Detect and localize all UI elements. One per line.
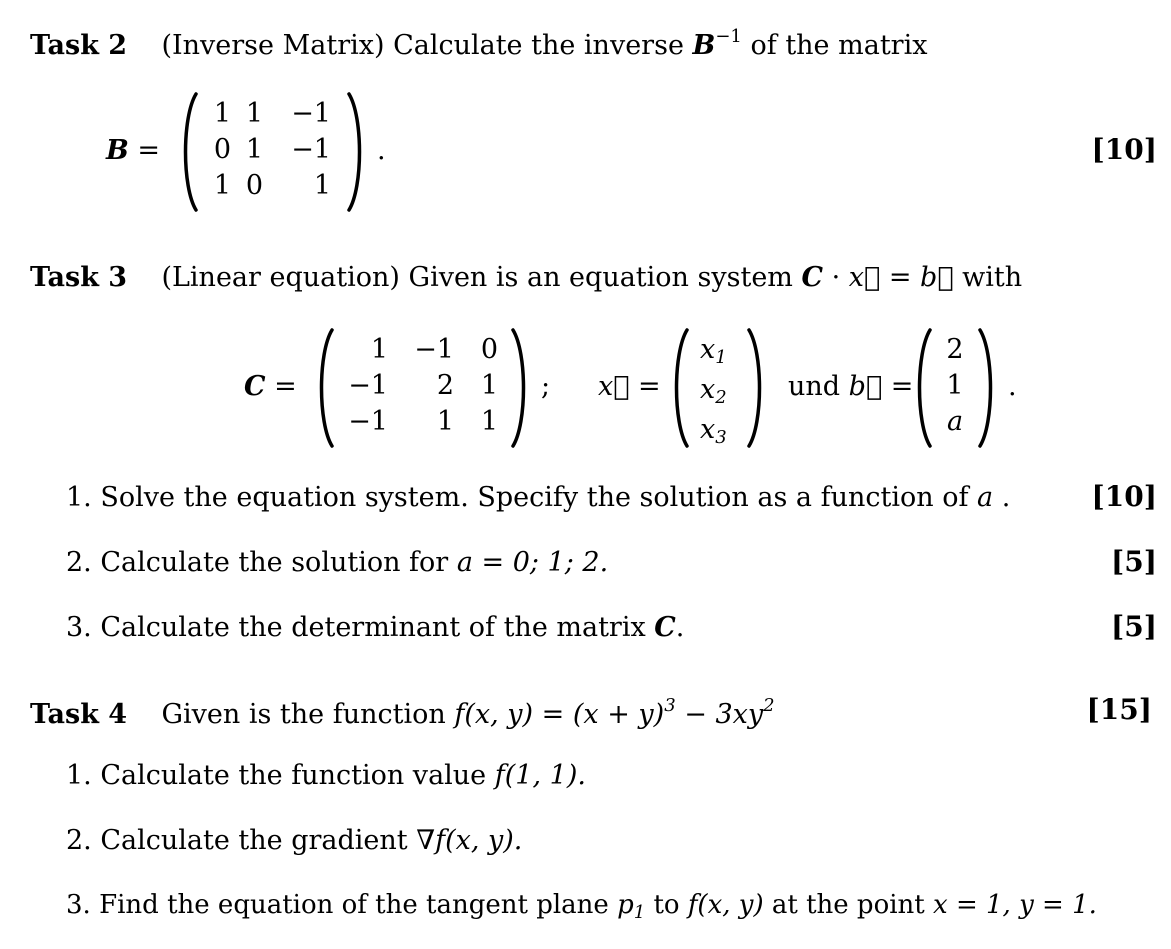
task2-period: . xyxy=(377,135,386,166)
matrix-cell: 0 xyxy=(245,170,263,201)
matrix-cell: 1 xyxy=(213,170,231,201)
x-vector-symbol: x⃗ xyxy=(598,371,630,402)
task2-intro: (Inverse Matrix) Calculate the inverse xyxy=(161,30,684,61)
vector-entry xyxy=(700,376,740,407)
item-number: 2. xyxy=(66,825,92,856)
var: x xyxy=(700,414,716,445)
vector-entry xyxy=(700,416,740,447)
subscript: 2 xyxy=(715,387,727,408)
exponent: 3 xyxy=(664,695,676,716)
item-tail: . xyxy=(993,482,1011,513)
task3-intro: (Linear equation) Given is an equation system xyxy=(161,262,793,293)
matrix-cell: 0 xyxy=(480,334,498,365)
right-paren xyxy=(345,92,367,212)
left-paren xyxy=(314,328,336,448)
matrix-b-symbol: B xyxy=(106,135,129,166)
matrix-cell: 1 xyxy=(313,170,331,201)
equals-sign: = xyxy=(274,371,297,402)
item-tail: . xyxy=(675,612,685,643)
matrix-c xyxy=(342,336,498,435)
matrix-cell: 1 xyxy=(245,134,263,165)
b-vector-lhs xyxy=(788,373,913,400)
und-word: und xyxy=(788,371,841,402)
left-paren xyxy=(669,328,691,448)
item-number: 2. xyxy=(66,547,92,578)
task3-heading xyxy=(30,264,1022,291)
item-text: Calculate the solution for xyxy=(100,547,449,578)
item-text: Solve the equation system. Specify the solution as a function of xyxy=(100,482,969,513)
matrix-cell: 1 xyxy=(213,98,231,129)
var: p xyxy=(617,890,634,920)
list-item xyxy=(66,614,684,641)
item-var: a xyxy=(977,482,994,513)
vector-entry: 2 xyxy=(946,334,964,365)
equals-sign: = xyxy=(638,371,661,402)
sys-eq: = xyxy=(888,262,912,293)
vector-b xyxy=(943,336,967,435)
sys-dot: · xyxy=(831,262,841,293)
task2-symbol-sup: −1 xyxy=(715,26,742,47)
item-number: 3. xyxy=(66,890,91,920)
matrix-cell: −1 xyxy=(414,334,454,365)
task3-outro: with xyxy=(962,262,1023,293)
matrix-cell: 1 xyxy=(436,406,454,437)
task2-symbol: B xyxy=(692,30,716,61)
sys-x: x⃗ xyxy=(848,262,881,293)
b-vector-symbol: b⃗ xyxy=(848,371,883,402)
item-text: Calculate the gradient xyxy=(100,825,408,856)
semicolon: ; xyxy=(541,371,551,402)
item-text: Calculate the determinant of the matrix xyxy=(100,612,646,643)
item-math: f(x, y) xyxy=(687,890,764,920)
list-item xyxy=(66,827,522,854)
matrix-cell: −1 xyxy=(348,370,388,401)
x-vector-lhs xyxy=(598,373,661,400)
function-lhs: f(x, y) = (x + y) xyxy=(454,699,665,730)
task4-intro: Given is the function xyxy=(161,699,446,730)
equals-sign: = xyxy=(890,371,914,402)
left-paren xyxy=(178,92,200,212)
matrix-cell: 1 xyxy=(370,334,388,365)
task2-heading xyxy=(30,28,927,59)
item-text: at the point xyxy=(771,890,925,920)
item-math: x = 1, y = 1. xyxy=(933,890,1097,920)
task3-period: . xyxy=(1008,371,1017,402)
matrix-b xyxy=(207,100,331,199)
list-item xyxy=(66,892,1097,922)
list-item xyxy=(66,484,1010,511)
task2-outro: of the matrix xyxy=(750,30,928,61)
task4-points: [15] xyxy=(1086,693,1152,726)
item-number: 1. xyxy=(66,482,92,513)
right-paren xyxy=(745,328,767,448)
sys-c: C xyxy=(801,262,824,293)
right-paren xyxy=(509,328,531,448)
matrix-cell: 2 xyxy=(436,370,454,401)
task4-label: Task 4 xyxy=(30,699,128,730)
list-item xyxy=(66,549,608,576)
subscript: 3 xyxy=(715,427,727,448)
item-text: Find the equation of the tangent plane xyxy=(99,890,609,920)
task2-label: Task 2 xyxy=(30,30,128,61)
matrix-cell: 0 xyxy=(213,134,231,165)
item-symbol: C xyxy=(654,612,676,643)
item-math: a = 0; 1; 2. xyxy=(456,547,609,578)
task2-matrix-lhs xyxy=(106,137,160,164)
item-math: f(1, 1). xyxy=(494,760,586,791)
matrix-cell: −1 xyxy=(291,98,331,129)
subscript: 1 xyxy=(633,902,646,923)
matrix-c-symbol: C xyxy=(244,371,266,402)
item-number: 3. xyxy=(66,612,92,643)
task3-label: Task 3 xyxy=(30,262,128,293)
item-points: [5] xyxy=(1111,545,1157,578)
matrix-cell: 1 xyxy=(480,406,498,437)
matrix-cell: 1 xyxy=(245,98,263,129)
item-points: [10] xyxy=(1091,480,1157,513)
item-math: ∇f(x, y). xyxy=(416,825,523,856)
item-text: to xyxy=(653,890,680,920)
sys-b: b⃗ xyxy=(920,262,954,293)
matrix-cell: 1 xyxy=(480,370,498,401)
var: x xyxy=(700,334,716,365)
right-paren xyxy=(976,328,998,448)
vector-entry xyxy=(700,336,740,367)
function-rhs: − 3xy xyxy=(675,699,764,730)
var: x xyxy=(700,374,716,405)
function-def xyxy=(454,695,775,730)
left-paren xyxy=(912,328,934,448)
vector-entry: 1 xyxy=(946,370,964,401)
item-points: [5] xyxy=(1111,610,1157,643)
list-item xyxy=(66,762,586,789)
vector-x xyxy=(700,336,740,447)
item-var xyxy=(617,890,646,923)
matrix-cell: −1 xyxy=(291,134,331,165)
exponent: 2 xyxy=(763,695,775,716)
subscript: 1 xyxy=(715,347,727,368)
matrix-cell: −1 xyxy=(348,406,388,437)
vector-entry: a xyxy=(946,406,964,437)
item-number: 1. xyxy=(66,760,92,791)
equals-sign: = xyxy=(137,135,161,166)
item-text: Calculate the function value xyxy=(100,760,487,791)
task4-heading xyxy=(30,697,775,728)
task2-points: [10] xyxy=(1091,133,1157,166)
c-matrix-lhs xyxy=(244,373,297,400)
